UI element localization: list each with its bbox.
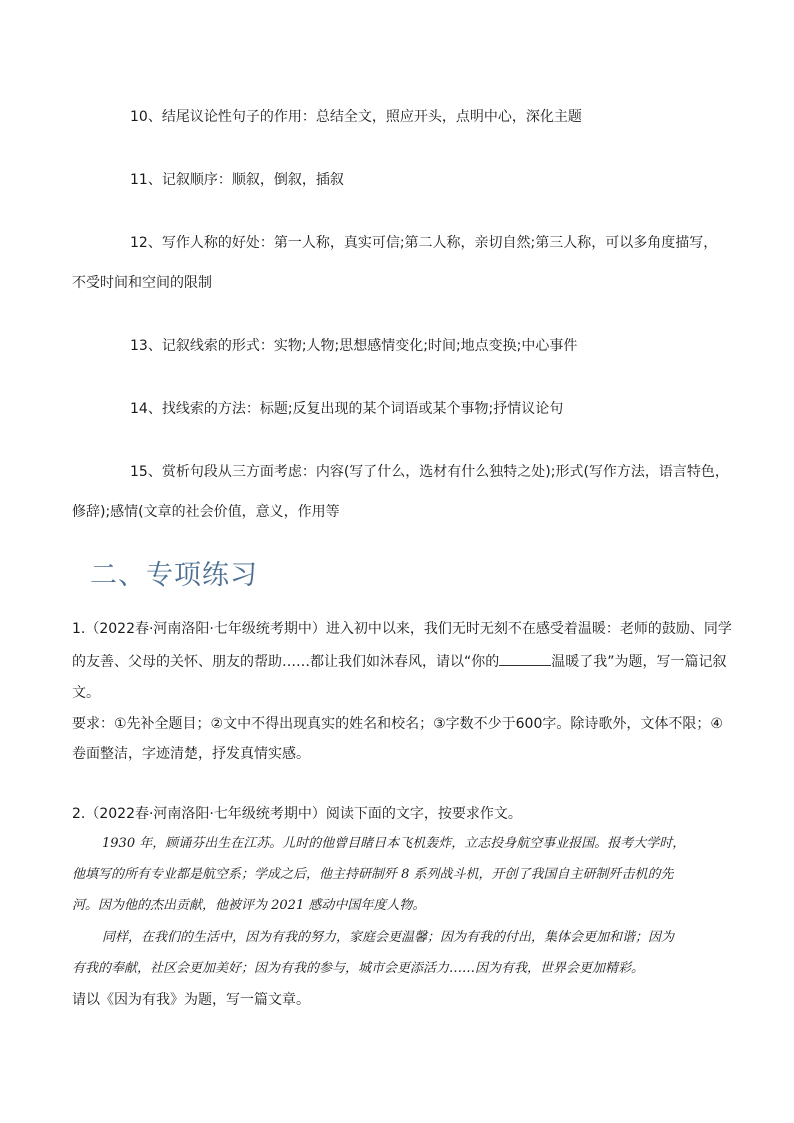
point-11: 11、记叙顺序：顺叙，倒叙，插叙 xyxy=(130,172,344,188)
point-14: 14、找线索的方法：标题;反复出现的某个词语或某个事物;抒情议论句 xyxy=(130,401,564,417)
question-1-line1: 1.（2022春·河南洛阳·七年级统考期中）进入初中以来，我们无时无刻不在感受着温暖：老师的鼓励、同学 xyxy=(72,621,732,637)
point-15-line2: 修辞);感情(文章的社会价值，意义，作用等 xyxy=(72,504,340,520)
fill-in-blank xyxy=(499,651,551,666)
material-line4: 同样，在我们的生活中，因为有我的努力，家庭会更温馨；因为有我的付出，集体会更加和谐；因为 xyxy=(102,930,675,945)
material-line2: 他填写的所有专业都是航空系；学成之后，他主持研制歼 8 系列战斗机，开创了我国自主研制歼击机的先 xyxy=(72,867,674,882)
material-line1: 1930 年，顾诵芬出生在江苏。儿时的他曾目睹日本飞机轰炸，立志投身航空事业报国。报考大学时， xyxy=(102,836,686,851)
material-line5: 有我的奉献，社区会更加美好；因为有我的参与，城市会更添活力……因为有我，世界会更加精彩。 xyxy=(72,961,645,976)
point-12-line1: 12、写作人称的好处：第一人称，真实可信;第二人称，亲切自然;第三人称，可以多角度描写， xyxy=(130,235,718,251)
section-heading: 二、专项练习 xyxy=(90,560,258,591)
question-1-requirement-line1: 要求：①先补全题目；②文中不得出现真实的姓名和校名；③字数不少于600字。除诗歌外，文体不限；④ xyxy=(72,716,723,732)
question-1-line2 xyxy=(72,651,727,672)
material-line3: 河。因为他的杰出贡献，他被评为 2021 感动中国年度人物。 xyxy=(72,898,426,913)
point-12-line2: 不受时间和空间的限制 xyxy=(72,275,212,291)
question-1-line3: 文。 xyxy=(72,685,100,701)
question-1-line2-b: 温暖了我”为题，写一篇记叙 xyxy=(551,654,727,670)
point-10: 10、结尾议论性句子的作用：总结全文，照应开头，点明中心，深化主题 xyxy=(130,109,582,125)
point-15-line1: 15、赏析句段从三方面考虑：内容(写了什么，选材有什么独特之处);形式(写作方法，语言特色， xyxy=(130,464,729,480)
question-2-line1: 2.（2022春·河南洛阳·七年级统考期中）阅读下面的文字，按要求作文。 xyxy=(72,806,522,822)
question-1-line2-a: 的友善、父母的关怀、朋友的帮助……都让我们如沐春风，请以“你的 xyxy=(72,654,500,670)
point-13: 13、记叙线索的形式：实物;人物;思想感情变化;时间;地点变换;中心事件 xyxy=(130,338,578,354)
question-1-requirement-line2: 卷面整洁，字迹清楚，抒发真情实感。 xyxy=(72,746,310,762)
question-2-prompt: 请以《因为有我》为题，写一篇文章。 xyxy=(72,992,310,1008)
